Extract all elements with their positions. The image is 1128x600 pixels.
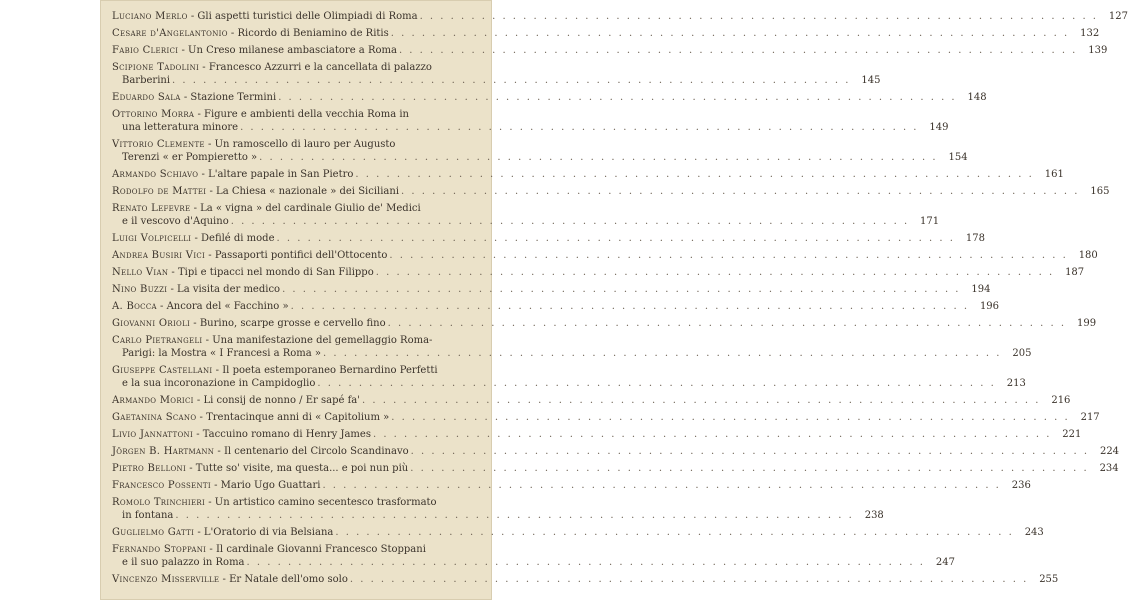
toc-entry-text: [112, 364, 438, 377]
toc-entry-line: [112, 185, 1110, 198]
toc-title: - Tutte so' visite, ma questa... e poi nun più: [186, 463, 409, 474]
page-number: 247: [935, 557, 955, 568]
toc-author: Nello Vian: [112, 267, 169, 278]
toc-entry: [112, 496, 884, 522]
toc-title: - L'Oratorio di via Belsiana: [194, 527, 334, 538]
toc-entry: [112, 411, 1100, 424]
toc-author: Livio Jannattoni: [112, 429, 194, 440]
dot-leader: [282, 283, 960, 296]
page-number: 145: [861, 75, 881, 86]
page-number: 213: [1006, 378, 1026, 389]
page-number: 154: [948, 152, 968, 163]
page-number: 148: [967, 92, 987, 103]
toc-title-continued: e la sua incoronazione in Campidoglio: [122, 378, 316, 389]
toc-entry-line: [112, 151, 968, 164]
toc-entry-line: [112, 283, 991, 296]
toc-title: - Defilé di mode: [191, 233, 275, 244]
toc-entry: [112, 266, 1085, 279]
toc-entry-text: [112, 232, 275, 245]
toc-title: - Un Creso milanese ambasciatore a Roma: [178, 45, 397, 56]
toc-entry-line: [112, 91, 987, 104]
toc-author: Luciano Merlo: [112, 11, 188, 22]
toc-title: - Un artistico camino secentesco trasformato: [205, 497, 437, 508]
toc-entry-line: [112, 556, 955, 569]
dot-leader: [350, 573, 1028, 586]
toc-title: - Stazione Termini: [180, 92, 277, 103]
toc-author: Romolo Trinchieri: [112, 497, 206, 508]
dot-leader: [278, 91, 956, 104]
toc-entry-line: [112, 347, 1032, 360]
dot-leader: [247, 556, 925, 569]
toc-entry-text: [112, 573, 348, 586]
page-number: 127: [1108, 11, 1128, 22]
toc-author: Vittorio Clemente: [112, 139, 205, 150]
page-number: 139: [1088, 45, 1108, 56]
toc-entry-line: [112, 74, 881, 87]
toc-entry-text: [112, 526, 333, 539]
toc-title-continued: Barberini: [122, 75, 171, 86]
toc-entry-text: [112, 317, 386, 330]
dot-leader: [335, 526, 1013, 539]
toc-title-continued: Terenzi « er Pompieretto »: [122, 152, 258, 163]
toc-author: Vincenzo Misserville: [112, 574, 220, 585]
toc-entry: [112, 202, 940, 228]
toc-author: Jörgen B. Hartmann: [112, 446, 215, 457]
toc-entry: [112, 445, 1120, 458]
toc-title: - Li consij de nonno / Er sapé fa': [193, 395, 360, 406]
toc-entry: [112, 543, 955, 569]
toc-entry: [112, 300, 1000, 313]
toc-entry-line: [112, 215, 940, 228]
page-number: 236: [1011, 480, 1031, 491]
toc-entry: [112, 168, 1064, 181]
page-number: 238: [864, 510, 884, 521]
toc-entry-line: [112, 317, 1097, 330]
toc-entry: [112, 526, 1044, 539]
toc-entry-line: [112, 526, 1044, 539]
toc-entry-text: [112, 411, 389, 424]
toc-entry-text: [112, 394, 360, 407]
toc-title: - Burino, scarpe grosse e cervello fino: [190, 318, 386, 329]
toc-author: Gaetanina Scano: [112, 412, 197, 423]
toc-author: Fabio Clerici: [112, 45, 179, 56]
toc-entry-text: [112, 479, 320, 492]
table-of-contents: [112, 10, 1128, 590]
dot-leader: [322, 479, 1000, 492]
toc-entry-line: [112, 300, 1000, 313]
toc-author: Nino Buzzi: [112, 284, 168, 295]
toc-entry-line: [112, 232, 985, 245]
toc-entry-line: [112, 411, 1100, 424]
toc-entry-text: [112, 202, 421, 215]
toc-entry-text: [112, 185, 399, 198]
dot-leader: [388, 317, 1066, 330]
page-number: 161: [1044, 169, 1064, 180]
page-number: 171: [920, 216, 940, 227]
toc-entry-text: [112, 445, 409, 458]
dot-leader: [391, 411, 1069, 424]
toc-entry-line: [112, 479, 1031, 492]
toc-entry-text: [112, 334, 432, 347]
toc-entry-line: [112, 266, 1085, 279]
toc-title: - Passaporti pontifici dell'Ottocento: [205, 250, 388, 261]
toc-author: Carlo Pietrangeli: [112, 335, 203, 346]
dot-leader: [240, 121, 918, 134]
toc-title-continued: e il suo palazzo in Roma: [122, 557, 245, 568]
page-number: 216: [1051, 395, 1071, 406]
book-page: [100, 0, 1128, 600]
dot-leader: [420, 10, 1098, 23]
toc-title-continued: in fontana: [122, 510, 174, 521]
toc-entry-text: [112, 168, 353, 181]
toc-entry-text: [112, 108, 409, 121]
toc-author: Armando Schiavo: [112, 169, 199, 180]
toc-entry-text: [112, 428, 371, 441]
toc-title: - Gli aspetti turistici delle Olimpiadi di Roma: [187, 11, 418, 22]
toc-entry-line: [112, 462, 1119, 475]
toc-author: Francesco Possenti: [112, 480, 211, 491]
toc-entry-line: [112, 27, 1100, 40]
dot-leader: [362, 394, 1040, 407]
toc-author: Giuseppe Castellani: [112, 365, 213, 376]
toc-title: - La Chiesa « nazionale » dei Siciliani: [206, 186, 400, 197]
page-number: 255: [1039, 574, 1059, 585]
toc-entry: [112, 479, 1031, 492]
toc-entry: [112, 108, 949, 134]
page-number: 149: [929, 122, 949, 133]
page-number: 196: [979, 301, 1000, 312]
toc-entry-text: [112, 249, 387, 262]
toc-entry: [112, 10, 1128, 23]
toc-entry-line: [112, 496, 484, 509]
toc-entry: [112, 61, 881, 87]
toc-title: - La visita der medico: [167, 284, 281, 295]
dot-leader: [172, 74, 850, 87]
toc-title: - Un ramoscello di lauro per Augusto: [204, 139, 396, 150]
toc-entry: [112, 138, 968, 164]
page-number: 205: [1012, 348, 1032, 359]
dot-leader: [401, 185, 1079, 198]
dot-leader: [399, 44, 1077, 57]
dot-leader: [291, 300, 969, 313]
toc-entry-text: [112, 27, 389, 40]
dot-leader: [259, 151, 937, 164]
toc-entry-line: [112, 168, 1064, 181]
toc-entry-line: [112, 364, 484, 377]
toc-entry-line: [112, 138, 484, 151]
dot-leader: [376, 266, 1054, 279]
page-number: 187: [1065, 267, 1085, 278]
dot-leader: [175, 509, 853, 522]
dot-leader: [277, 232, 955, 245]
toc-entry: [112, 428, 1082, 441]
toc-author: Fernando Stoppani: [112, 544, 207, 555]
toc-entry: [112, 44, 1108, 57]
toc-entry-text: [112, 10, 418, 23]
toc-entry-line: [112, 121, 949, 134]
toc-entry-text: [112, 283, 280, 296]
toc-author: Armando Morici: [112, 395, 194, 406]
dot-leader: [411, 445, 1089, 458]
toc-title-continued: una letteratura minore: [122, 122, 239, 133]
dot-leader: [231, 215, 909, 228]
toc-entry-line: [112, 249, 1098, 262]
page-number: 224: [1099, 446, 1120, 457]
dot-leader: [373, 428, 1051, 441]
toc-title: - Ricordo di Beniamino de Ritis: [227, 28, 389, 39]
toc-title: - Mario Ugo Guattari: [210, 480, 321, 491]
page-number: 132: [1080, 28, 1100, 39]
toc-entry-text: [112, 496, 437, 509]
toc-author: Andrea Busiri Vici: [112, 250, 206, 261]
toc-entry: [112, 394, 1071, 407]
dot-leader: [355, 168, 1033, 181]
toc-entry-line: [112, 334, 484, 347]
toc-entry-text: [112, 462, 408, 475]
toc-entry-text: [112, 138, 395, 151]
page-number: 180: [1078, 250, 1098, 261]
toc-entry-line: [112, 377, 1026, 390]
page-number: 199: [1076, 318, 1097, 329]
toc-entry-text: [112, 61, 432, 74]
toc-entry-line: [112, 509, 884, 522]
toc-entry-text: [112, 44, 397, 57]
toc-title: - Il cardinale Giovanni Francesco Stoppani: [206, 544, 426, 555]
toc-entry: [112, 185, 1110, 198]
toc-entry-line: [112, 202, 484, 215]
toc-entry-text: [112, 91, 276, 104]
toc-entry: [112, 334, 1032, 360]
toc-entry: [112, 27, 1100, 40]
toc-author: Pietro Belloni: [112, 463, 187, 474]
toc-entry: [112, 232, 985, 245]
dot-leader: [323, 347, 1001, 360]
page-number: 178: [965, 233, 985, 244]
page-number: 165: [1090, 186, 1110, 197]
toc-author: Guglielmo Gatti: [112, 527, 195, 538]
toc-title: - Francesco Azzurri e la cancellata di palazzo: [199, 62, 432, 73]
toc-title-continued: e il vescovo d'Aquino: [122, 216, 229, 227]
toc-title: - Una manifestazione del gemellaggio Roma-: [202, 335, 433, 346]
page-number: 221: [1062, 429, 1082, 440]
toc-entry-line: [112, 61, 484, 74]
toc-title: - Trentacinque anni di « Capitolium »: [196, 412, 390, 423]
toc-title: - Ancora del « Facchino »: [156, 301, 289, 312]
toc-author: Cesare d'Angelantonio: [112, 28, 228, 39]
toc-entry: [112, 91, 987, 104]
toc-entry: [112, 283, 991, 296]
toc-title: - Il centenario del Circolo Scandinavo: [214, 446, 409, 457]
dot-leader: [391, 27, 1069, 40]
toc-entry-line: [112, 445, 1120, 458]
toc-entry: [112, 317, 1097, 330]
dot-leader: [410, 462, 1088, 475]
toc-entry-text: [112, 266, 374, 279]
page-number: 234: [1099, 463, 1119, 474]
toc-title: - Taccuino romano di Henry James: [193, 429, 371, 440]
toc-entry-line: [112, 10, 1128, 23]
toc-entry-line: [112, 108, 484, 121]
toc-title: - La « vigna » del cardinale Giulio de' Medici: [190, 203, 421, 214]
toc-title: - Tipi e tipacci nel mondo di San Filippo: [168, 267, 374, 278]
toc-title: - Figure e ambienti della vecchia Roma in: [194, 109, 409, 120]
page-number: 194: [971, 284, 991, 295]
dot-leader: [317, 377, 995, 390]
toc-entry: [112, 462, 1119, 475]
page-number: 243: [1024, 527, 1044, 538]
toc-author: Renato Lefevre: [112, 203, 191, 214]
toc-entry-line: [112, 543, 484, 556]
toc-title-continued: Parigi: la Mostra « I Francesi a Roma »: [122, 348, 322, 359]
dot-leader: [389, 249, 1067, 262]
toc-author: A. Bocca: [112, 301, 157, 312]
toc-entry: [112, 364, 1026, 390]
toc-author: Eduardo Sala: [112, 92, 181, 103]
toc-author: Rodolfo de Mattei: [112, 186, 207, 197]
toc-entry-line: [112, 428, 1082, 441]
toc-title: - L'altare papale in San Pietro: [198, 169, 354, 180]
page-number: 217: [1080, 412, 1100, 423]
toc-author: Ottorino Morra: [112, 109, 195, 120]
toc-author: Giovanni Orioli: [112, 318, 191, 329]
toc-entry: [112, 249, 1098, 262]
toc-title: - Er Natale dell'omo solo: [219, 574, 348, 585]
toc-entry-text: [112, 300, 289, 313]
toc-entry-line: [112, 44, 1108, 57]
toc-entry: [112, 573, 1059, 586]
toc-author: Luigi Volpicelli: [112, 233, 192, 244]
toc-entry-line: [112, 573, 1059, 586]
toc-entry-line: [112, 394, 1071, 407]
toc-author: Scipione Tadolini: [112, 62, 200, 73]
toc-entry-text: [112, 543, 426, 556]
toc-title: - Il poeta estemporaneo Bernardino Perfetti: [212, 365, 438, 376]
